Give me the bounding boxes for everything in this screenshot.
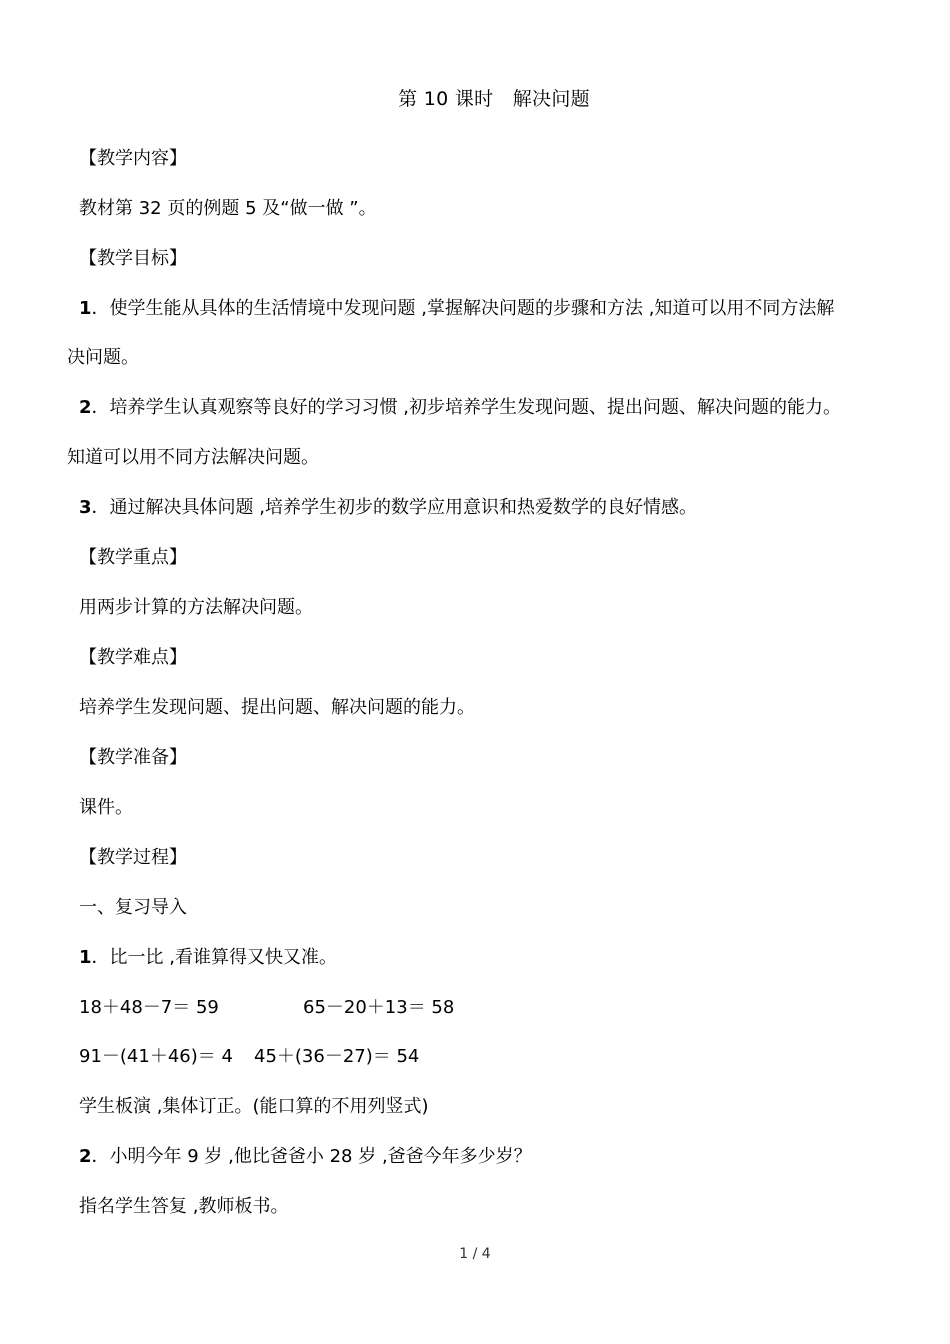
- difficulty-text: 培养学生发现问题、提出问题、解决问题的能力。: [79, 697, 475, 718]
- goal-1-continuation: 决问题。: [67, 347, 139, 368]
- goal-2-number: 2: [79, 397, 92, 418]
- answer-text: 指名学生答复 ,教师板书。: [79, 1196, 289, 1217]
- goal-1-text: ．使学生能从具体的生活情境中发现问题 ,掌握解决问题的步骤和方法 ,知道可以用不同方法解: [91, 298, 835, 319]
- goal-2-continuation: 知道可以用不同方法解决问题。: [67, 447, 319, 468]
- content-text: 教材第 32 页的例题 5 及“做一做 ”。: [79, 198, 377, 219]
- item-1: [79, 946, 337, 970]
- goal-2: [79, 396, 841, 420]
- page-number: 1 / 4: [459, 1246, 491, 1262]
- item-1-number: 1: [79, 947, 92, 968]
- key-text: 用两步计算的方法解决问题。: [79, 597, 313, 618]
- goal-3-text: ．通过解决具体问题 ,培养学生初步的数学应用意识和热爱数学的良好情感。: [91, 497, 697, 518]
- section-1-heading: 一、复习导入: [79, 897, 187, 918]
- process-heading: 【教学过程】: [79, 847, 187, 868]
- board-text: 学生板演 ,集体订正。(能口算的不用列竖式): [79, 1096, 429, 1117]
- goal-3: [79, 496, 697, 520]
- goals-heading: 【教学目标】: [79, 248, 187, 269]
- item-2-number: 2: [79, 1146, 92, 1167]
- equation-2a: 91－(41＋46)＝ 4: [79, 1046, 233, 1067]
- item-2: [79, 1145, 532, 1169]
- content-heading: 【教学内容】: [79, 148, 187, 169]
- difficulty-heading: 【教学难点】: [79, 647, 187, 668]
- equation-2b: 45＋(36－27)＝ 54: [254, 1046, 420, 1067]
- lesson-title: 第 10 课时 解决问题: [398, 88, 590, 110]
- item-1-text: ．比一比 ,看谁算得又快又准。: [91, 947, 337, 968]
- prep-text: 课件。: [79, 797, 133, 818]
- goal-1-number: 1: [79, 298, 92, 319]
- item-2-text: ．小明今年 9 岁 ,他比爸爸小 28 岁 ,爸爸今年多少岁？: [91, 1146, 532, 1167]
- key-heading: 【教学重点】: [79, 547, 187, 568]
- goal-2-text: ．培养学生认真观察等良好的学习习惯 ,初步培养学生发现问题、提出问题、解决问题的能力。: [91, 397, 841, 418]
- goal-1: [79, 297, 834, 321]
- equation-1a: 18＋48－7＝ 59: [79, 997, 219, 1018]
- goal-3-number: 3: [79, 497, 92, 518]
- prep-heading: 【教学准备】: [79, 747, 187, 768]
- equation-1b: 65－20＋13＝ 58: [303, 997, 455, 1018]
